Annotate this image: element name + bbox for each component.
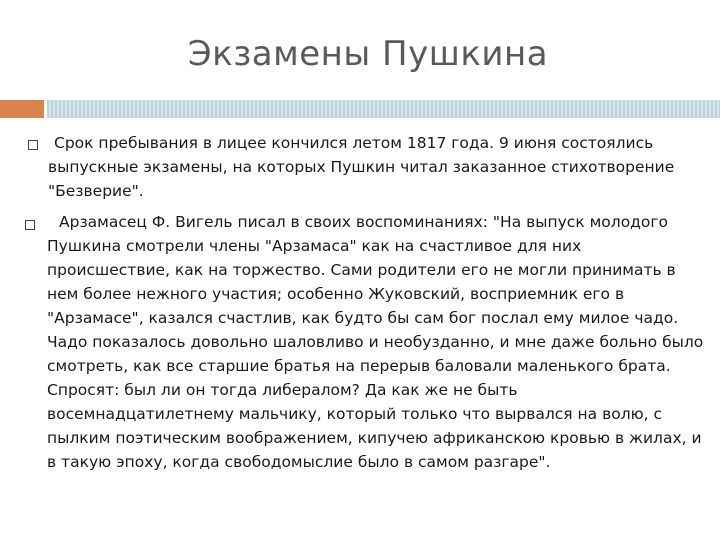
divider-accent-block bbox=[0, 100, 44, 118]
square-bullet-icon bbox=[25, 220, 35, 230]
bullet-text: Срок пребывания в лицее кончился летом 1817 года. 9 июня состоялись выпускные экзамены, на которых Пушкин читал заказанное стихотворение "Безверие". bbox=[48, 134, 675, 200]
square-bullet-icon bbox=[28, 140, 38, 150]
slide-title: Экзамены Пушкина bbox=[187, 34, 549, 74]
divider-striped-bar bbox=[47, 100, 720, 118]
title-divider bbox=[0, 100, 720, 118]
bullet-text: Арзамасец Ф. Вигель писал в своих воспоминаниях: "На выпуск молодого Пушкина смотрели члены "Арзамаса" как на счастливое для них происшествие, как на торжество. Сами родители его не могли принимать в нем более нежного участия; особенно Жуковский, восприемник его в "Арзамасе", казался счастлив, как будто бы сам бог послал ему милое чадо. Чадо показалось довольно шаловливо и необузданно, и мне даже больно было смотреть, как все старшие братья на перерыв баловали маленького брата. Спросят: был ли он тогда либералом? Да как же не быть восемнадцатилетнему мальчику, который только что вырвался на волю, с пылким поэтическим воображением, кипучею африканскою кровью в жилах, и в такую эпоху, когда свободомыслие было в самом разгаре". bbox=[47, 213, 704, 471]
